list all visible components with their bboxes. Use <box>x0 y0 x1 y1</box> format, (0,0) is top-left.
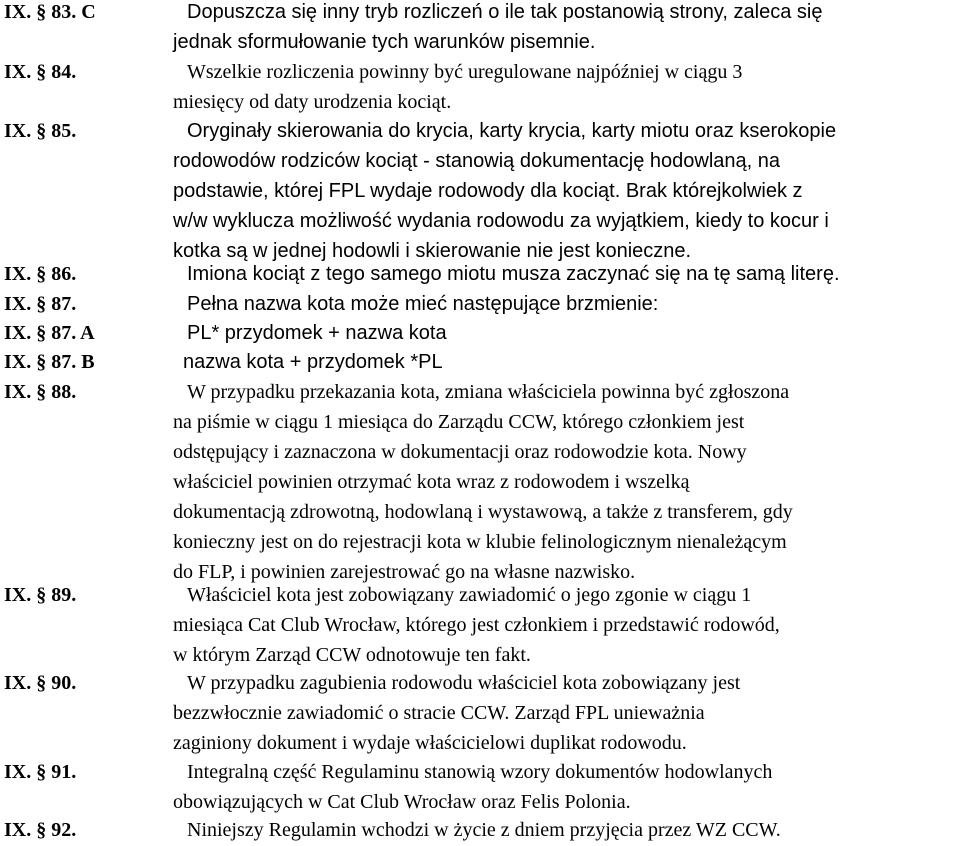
text-line: w którym Zarząd CCW odnotowuje ten fakt. <box>173 644 531 666</box>
section-number: IX. § 90. <box>4 672 77 694</box>
section-text <box>173 0 958 57</box>
section-text <box>173 668 958 758</box>
text-line: do FLP, i powinien zarejestrować go na własne nazwisko. <box>173 561 636 583</box>
section-text <box>173 757 958 817</box>
section-text <box>173 815 958 845</box>
section-number: IX. § 84. <box>4 61 77 83</box>
section-text <box>173 57 958 117</box>
text-line: Pełna nazwa kota może mieć następujące brzmienie: <box>187 293 659 315</box>
section-text <box>173 289 958 319</box>
text-line: konieczny jest on do rejestracji kota w klubie felinologicznym nienależącym <box>173 531 787 553</box>
text-line: kotka są w jednej hodowli i skierowanie nie jest konieczne. <box>173 240 692 262</box>
text-line: rodowodów rodziców kociąt - stanowią dokumentację hodowlaną, na <box>173 150 781 172</box>
text-line: Wszelkie rozliczenia powinny być uregulowane najpóźniej w ciągu 3 <box>187 61 743 83</box>
section-number: IX. § 88. <box>4 381 77 403</box>
section-text <box>173 259 958 289</box>
text-line: podstawie, której FPL wydaje rodowody dla kociąt. Brak którejkolwiek z <box>173 180 803 202</box>
section-number: IX. § 87. <box>4 293 77 315</box>
section-number: IX. § 86. <box>4 263 77 285</box>
text-line: W przypadku zagubienia rodowodu właściciel kota zobowiązany jest <box>187 672 741 694</box>
text-line: w/w wyklucza możliwość wydania rodowodu za wyjątkiem, kiedy to kocur i <box>173 210 829 232</box>
section-text <box>173 580 958 670</box>
section-text <box>173 318 958 348</box>
text-line: Oryginały skierowania do krycia, karty krycia, karty miotu oraz kserokopie <box>187 120 837 142</box>
text-line: W przypadku przekazania kota, zmiana właściciela powinna być zgłoszona <box>187 381 790 403</box>
section-text <box>173 347 958 377</box>
text-line: miesięcy od daty urodzenia kociąt. <box>173 91 452 113</box>
section-number: IX. § 85. <box>4 120 77 142</box>
text-line: obowiązujących w Cat Club Wrocław oraz Felis Polonia. <box>173 791 631 813</box>
section-number: IX. § 92. <box>4 819 77 841</box>
text-line: jednak sformułowanie tych warunków pisemnie. <box>173 31 596 53</box>
section-text <box>173 116 958 266</box>
text-line: PL* przydomek + nazwa kota <box>187 322 447 344</box>
text-line: Właściciel kota jest zobowiązany zawiadomić o jego zgonie w ciągu 1 <box>187 584 752 606</box>
text-line: Niniejszy Regulamin wchodzi w życie z dniem przyjęcia przez WZ CCW. <box>187 819 781 841</box>
text-line: zaginiony dokument i wydaje właścicielowi duplikat rodowodu. <box>173 732 687 754</box>
section-number: IX. § 83. C <box>4 1 96 23</box>
section-number: IX. § 89. <box>4 584 77 606</box>
section-number: IX. § 87. B <box>4 351 95 373</box>
text-line: miesiąca Cat Club Wrocław, którego jest członkiem i przedstawić rodowód, <box>173 614 780 636</box>
text-line: właściciel powinien otrzymać kota wraz z rodowodem i wszelką <box>173 471 690 493</box>
text-line: Dopuszcza się inny tryb rozliczeń o ile tak postanowią strony, zaleca się <box>187 1 823 23</box>
text-line: na piśmie w ciągu 1 miesiąca do Zarządu CCW, którego członkiem jest <box>173 411 745 433</box>
section-number: IX. § 91. <box>4 761 77 783</box>
section-text <box>173 377 958 587</box>
text-line: Integralną część Regulaminu stanowią wzory dokumentów hodowlanych <box>187 761 773 783</box>
text-line: dokumentacją zdrowotną, hodowlaną i wystawową, a także z transferem, gdy <box>173 501 793 523</box>
section-number: IX. § 87. A <box>4 322 95 344</box>
text-line: Imiona kociąt z tego samego miotu musza zaczynać się na tę samą literę. <box>187 263 840 285</box>
text-line: bezzwłocznie zawiadomić o stracie CCW. Zarząd FPL unieważnia <box>173 702 705 724</box>
text-line: nazwa kota + przydomek *PL <box>183 351 443 373</box>
text-line: odstępujący i zaznaczona w dokumentacji oraz rodowodzie kota. Nowy <box>173 441 747 463</box>
